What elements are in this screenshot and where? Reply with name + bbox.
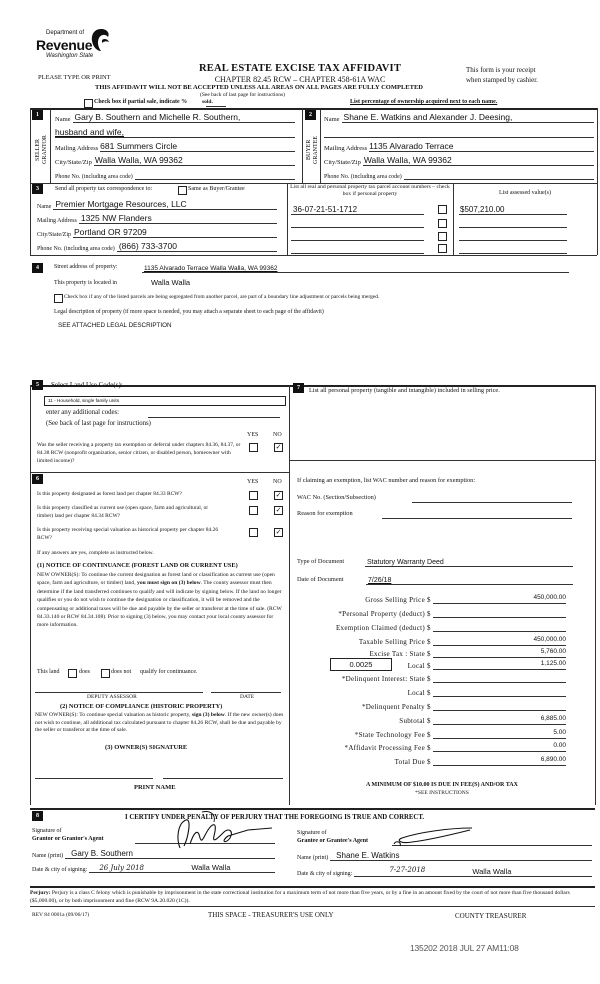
grantor-name-label: Name (print) [32,853,64,859]
buyer-address-label: Mailing Address [324,145,368,152]
doc-date-value: 7/26/18 [368,577,392,584]
notice-compliance-title: (2) NOTICE OF COMPLIANCE (HISTORIC PROPERTY) [60,703,223,710]
grantee-city-value: Walla Walla [472,867,512,876]
buyer-city-label: City/State/Zip [324,159,361,166]
notice-continuance-title: (1) NOTICE OF CONTINUANCE (FOREST LAND OR CURRENT USE) [37,562,238,569]
buyer-phone-label: Phone No. (including area code) [324,174,402,180]
left-border [30,108,31,255]
personal-property-deduct-value [433,608,566,618]
taxable-selling-price-value: 450,000.00 [433,636,566,646]
state-technology-fee-label: *State Technology Fee [354,731,425,739]
tax-phone-value: (866) 733-3700 [118,241,177,251]
form-subtitle: CHAPTER 82.45 RCW – CHAPTER 458-61A WAC [214,75,386,84]
personal-property-checkbox-1[interactable] [438,205,447,214]
current-use-yes-checkbox[interactable] [249,506,258,515]
personal-property-label: List all personal property (tangible and intangible) included in selling price. [309,387,500,394]
tax-name-label: Name [37,204,52,210]
assessed-value-1: $507,210.00 [460,205,505,214]
print-name-label: PRINT NAME [134,784,176,791]
local-rate-value: 0.0025 [349,660,373,669]
grantor-date-value: 26 July 2018 [99,864,145,872]
exemption-claim-label: If claiming an exemption, list WAC number and reason for exemption: [297,477,476,484]
personal-property-deduct-label: *Personal Property (deduct) [338,610,425,618]
exemption-yes-checkbox[interactable] [249,443,258,452]
state-technology-fee-value: 5.00 [433,729,566,739]
buyer-grantee-label [306,130,320,170]
personal-property-deduct-row[interactable] [298,608,566,618]
delinquent-interest-local-value [433,687,566,697]
dollar-sign: $ [427,717,431,725]
grantee-name-label: Name (print) [297,855,329,861]
grantor-signature-label-1: Signature of [32,828,62,834]
grantee-name-value: Shane E. Watkins [336,851,400,860]
ownership-note: List percentage of ownership acquired next to each name. [350,99,498,105]
minimum-due-note: A MINIMUM OF $10.00 IS DUE IN FEE(S) AND/OR TAX [366,782,518,788]
section-8-top-border [30,808,595,810]
treasurer-use-only: THIS SPACE - TREASURER'S USE ONLY [208,911,334,919]
notice-compliance-text-b: . If the new owner(s) does not wish to continue, all additional tax calculated pursuant to chapter 84.26 RCW, shall be due and payable by the seller or transferor at the time of sale. [35,712,284,734]
current-use-question: Is this property classified as current use (open space, farm and agricultural, or timber) land per chapter 84.34 RCW? [37,505,209,519]
dollar-sign: $ [427,758,431,766]
does-not-label: does not [111,669,132,675]
notice-continuance-body [37,571,282,630]
tax-address-value: 1325 NW Flanders [80,213,152,223]
buyer-city-field[interactable] [324,155,594,166]
partial-sale-suffix: sold. [202,99,213,105]
taxable-selling-price-row[interactable] [298,636,566,646]
seller-phone-label: Phone No. (including area code) [55,174,133,180]
receipt-note-2: when stamped by cashier. [466,76,538,84]
land-use-value: 11 - Household, single family units [48,398,120,403]
located-in-label: This property is located in [54,280,117,286]
dollar-sign: $ [427,731,431,739]
perjury-text: Perjury is a class C felony which is punishable by imprisonment in the state correctional institution for a maximum term of not more than five years, or by a fine in an amount fixed by the court of not more than five thousand dollars ($5,000.00), or by both imprisonment and fine (RCW 9A.20.020 (1C)). [30,890,570,904]
tax-phone-label: Phone No. (including area code) [37,246,115,252]
section-3-badge: 3 [32,184,43,194]
notice-compliance-bold: sign (3) below [191,712,225,718]
section-6-badge: 6 [32,474,43,484]
section-5-badge: 5 [32,380,43,390]
total-due-label: Total Due [394,758,425,766]
affidavit-processing-fee-label: *Affidavit Processing Fee [344,744,425,752]
wac-label: WAC No. (Section/Subsection) [297,494,376,501]
notice-compliance-body [35,712,285,735]
land-use-label: Select Land Use Code(s): [51,381,123,389]
seller-city-label: City/State/Zip [55,159,92,166]
doc-type-label: Type of Document [297,558,345,565]
grantor-date-city-field[interactable] [32,862,275,873]
wac-field[interactable] [412,502,572,503]
subtotal-row[interactable] [298,715,566,725]
lower-right-border [595,385,596,805]
lower-middle-divider [289,385,290,805]
section-3-divider-1 [287,183,288,255]
date-label: DATE [240,694,255,700]
form-number: REV 84 0001a (09/06/17) [32,912,90,918]
taxable-selling-price-label: Taxable Selling Price [358,638,425,646]
exemption-claimed-row[interactable] [298,622,566,632]
tax-city-label: City/State/Zip [37,232,71,238]
tax-correspondence-city-field[interactable] [37,227,277,238]
logo-line-1: Department of [46,30,85,36]
please-type-print: PLEASE TYPE OR PRINT [38,74,111,81]
certify-statement: I CERTIFY UNDER PENALTY OF PERJURY THAT THE FOREGOING IS TRUE AND CORRECT. [125,814,425,821]
county-treasurer: COUNTY TREASURER [455,912,527,920]
assessor-date-line[interactable] [211,692,281,693]
forest-land-no-checkbox[interactable]: ✓ [275,491,282,499]
footer-top-border [30,886,595,888]
dollar-sign: $ [427,744,431,752]
grantee-name-field[interactable] [297,850,592,861]
total-due-value: 6,890.00 [433,756,566,766]
logo-line-3: Washington State [46,53,94,59]
land-use-select[interactable] [44,396,286,406]
section-3-bottom-border [30,255,597,256]
grantee-date-label: Date & city of signing: [297,871,353,877]
seller-phone-field[interactable] [55,169,295,180]
subtotal-value: 6,885.00 [433,715,566,725]
form-title: REAL ESTATE EXCISE TAX AFFIDAVIT [198,63,402,74]
section-1-2-divider [302,108,303,183]
no-header-5: NO [273,432,282,438]
section-1-side-divider [50,110,51,183]
owner-signature-line[interactable] [35,778,153,779]
tax-correspondence-phone-field[interactable] [37,241,277,252]
current-use-no-checkbox[interactable]: ✓ [275,506,282,514]
owner-print-name-line[interactable] [163,778,283,779]
notice-continuance-text-b: . The county assessor must then determine if the land transferred continues to qualify and will indicate by signing below. If the land no longer qualifies or you do not wish to continue the designation or classification, it will be removed and the compensating or additional taxes will be due and payable by the seller or transferor at the time of sale. (RCW 84.33.140 or RCW 84.34.108). Prior to signing (3) below, you may contact your local county assessor for more information. [37,580,282,629]
legal-description-label: Legal description of property (if more space is needed, you may attach a separate sheet to each page of the affidavit) [54,309,324,315]
dollar-sign: $ [427,610,431,618]
grantee-signature-scribble [380,822,480,850]
historical-question: Is this property receiving special valuation as historical property per chapter 84.26 RCW? [37,527,219,541]
tax-name-value: Premier Mortgage Resources, LLC [55,199,187,209]
personal-property-checkbox-3[interactable] [438,232,447,241]
exemption-no-checkbox[interactable]: ✓ [275,443,282,451]
historical-no-checkbox[interactable]: ✓ [275,528,282,536]
notice-continuance-text-a: NEW OWNER(S): To continue the current designation as forest land or classification as current use (open space, farm and agriculture, or timber) land, [37,572,275,587]
qualify-label: qualify for continuance. [140,669,198,675]
dollar-sign: $ [427,703,431,711]
delinquent-interest-local-label: Local [407,689,425,697]
seller-name-field[interactable] [55,112,295,123]
additional-codes-label: enter any additional codes: [46,409,120,416]
parcel-number-field-1[interactable] [291,204,424,215]
deputy-assessor-label: DEPUTY ASSESSOR [87,694,137,700]
does-label: does [79,669,90,675]
land-does-not-checkbox[interactable] [101,669,110,678]
grantor-city-value: Walla Walla [191,863,231,872]
total-due-row[interactable] [298,756,566,766]
grantee-label: GRANTEE [313,136,319,164]
deputy-assessor-signature-line[interactable] [35,692,203,693]
partial-sale-checkbox[interactable] [84,99,93,108]
segregated-parcels-checkbox[interactable] [54,294,63,303]
seller-city-value: Walla Walla, WA 99362 [94,155,183,165]
doc-date-field[interactable] [366,574,573,585]
delinquent-penalty-label: *Delinquent Penalty [361,703,425,711]
segregated-parcels-label: Check box if any of the listed parcels are being segregated from another parcel, are part of a boundary line adjustment or parcels being merged. [64,294,380,300]
street-address-value: 1135 Alvarado Terrace Walla Walla, WA 99362 [144,265,278,272]
grantor-name-value: Gary B. Southern [71,849,133,858]
lower-left-border [30,385,31,805]
grantor-name-field[interactable] [32,848,275,859]
excise-tax-state-value: 5,760.00 [433,648,566,658]
state-technology-fee-row[interactable] [298,729,566,739]
delinquent-penalty-value [433,701,566,711]
see-instructions-note: *SEE INSTRUCTIONS [415,790,469,796]
buyer-name-value: Shane E. Watkins and Alexander J. Deesing, [343,112,513,122]
perjury-underline [30,906,595,907]
gross-selling-price-label: Gross Selling Price [365,596,425,604]
reason-field[interactable] [382,518,572,519]
buyer-phone-field[interactable] [324,169,594,180]
section-4-badge: 4 [32,263,43,273]
dollar-sign: $ [427,675,431,683]
assessed-value-field-4[interactable] [459,243,567,254]
legal-description-value[interactable]: SEE ATTACHED LEGAL DESCRIPTION [58,322,172,329]
historical-yes-checkbox[interactable] [249,528,258,537]
section-6-top-border [30,472,289,473]
see-back-instructions: (See back of last page for instructions) [200,92,285,98]
dor-logo [36,28,106,68]
assessed-value-field-1[interactable] [459,204,567,215]
assessed-value-field-3[interactable] [459,230,567,241]
excise-tax-local-row[interactable] [298,660,566,670]
acceptance-warning: THIS AFFIDAVIT WILL NOT BE ACCEPTED UNLESS ALL AREAS ON ALL PAGES ARE FULLY COMPLETED [95,84,423,91]
grantor-label: GRANTOR [42,135,48,165]
buyer-name-label: Name [324,116,340,123]
send-correspondence-label: Send all property tax correspondence to: [55,186,153,192]
exemption-claimed-value [433,622,566,632]
buyer-name-field[interactable] [324,112,594,123]
seller-name-value-2: husband and wife, [55,127,124,137]
if-yes-note: If any answers are yes, complete as instructed below. [37,550,154,556]
buyer-city-value: Walla Walla, WA 99362 [363,155,452,165]
parcel-number-1: 36-07-21-51-1712 [293,205,358,214]
section-2-badge: 2 [305,110,316,120]
forest-land-question: Is this property designated as forest land per chapter 84.33 RCW? [37,491,182,497]
dollar-sign: $ [427,662,431,670]
seller-label: SELLER [35,139,41,161]
seller-grantor-label [35,130,49,170]
affidavit-processing-fee-value: 0.00 [433,742,566,752]
parcel-number-field-2[interactable] [291,217,424,228]
grantor-date-label: Date & city of signing: [32,867,88,873]
exemption-question: Was the seller receiving a property tax exemption or deferral under chapters 84.36, 84.37, or 84.38 RCW (nonprofit organization, senior citizen, or disabled person, homeowner with limited income)? [37,442,241,464]
treasurer-stamp: 135202 2018 JUL 27 AM11:08 [410,943,519,953]
same-as-buyer-checkbox[interactable] [178,186,187,195]
parcel-number-field-3[interactable] [291,230,424,241]
assessed-value-field-2[interactable] [459,217,567,228]
section-2-side-divider [320,110,321,183]
exemption-claimed-label: Exemption Claimed (deduct) [335,624,425,632]
seller-name-label: Name [55,116,71,123]
notice-continuance-bold: you must sign on (3) below [137,580,201,587]
seller-address-value: 681 Summers Circle [100,141,178,151]
delinquent-interest-state-label: *Delinquent Interest: State [341,675,425,683]
partial-sale-label: Check box if partial sale, indicate % [94,99,188,105]
personal-property-checkbox-4[interactable] [438,244,447,253]
right-border [597,108,598,255]
dollar-sign: $ [427,689,431,697]
tax-city-value: Portland OR 97209 [74,227,147,237]
parcel-number-field-4[interactable] [291,243,424,254]
section-7-badge: 7 [293,383,304,393]
notice-compliance-text-a: NEW OWNER(S): To continue special valuation as historic property, [35,712,191,718]
perjury-label: Perjury: [30,890,51,896]
street-address-label: Street address of property: [54,264,118,270]
dollar-sign: $ [427,638,431,646]
section-3-divider-2 [453,183,454,255]
dollar-sign: $ [427,624,431,632]
doc-type-value: Statutory Warranty Deed [367,559,444,566]
partial-sale-percent-field[interactable] [206,106,226,107]
delinquent-interest-local-row[interactable] [298,687,566,697]
excise-tax-state-row[interactable] [298,648,566,658]
seller-city-field[interactable] [55,155,295,166]
excise-tax-local-label: Local [407,662,425,670]
personal-property-checkbox-2[interactable] [438,219,447,228]
seller-name-line-2[interactable] [55,127,295,138]
grantee-date-value: 7-27-2018 [389,866,426,874]
seller-address-field[interactable] [55,141,295,152]
land-does-checkbox[interactable] [68,669,77,678]
buyer-address-field[interactable] [324,141,594,152]
yes-header-5: YES [247,432,259,438]
seller-name-value: Gary B. Southern and Michelle R. Southern, [74,112,241,122]
buyer-name-line-2[interactable] [324,127,594,138]
logo-line-2: Revenue [36,37,93,53]
no-header-6: NO [273,479,282,485]
perjury-notice [30,889,595,905]
excise-tax-local-value: 1,125.00 [433,660,566,670]
located-in-value[interactable]: Walla Walla [151,278,191,287]
grantee-date-city-field[interactable] [297,866,592,877]
receipt-note-1: This form is your receipt [466,66,536,74]
street-address-field[interactable] [142,262,569,273]
affidavit-processing-fee-row[interactable] [298,742,566,752]
dollar-sign: $ [427,650,431,658]
buyer-address-value: 1135 Alvarado Terrace [369,141,454,151]
dor-logo-icon [90,28,112,52]
owner-signature-title: (3) OWNER(S) SIGNATURE [105,744,188,751]
additional-codes-field[interactable] [148,417,280,418]
parcels-header: List all real and personal property tax parcel account numbers – check box if personal property [290,184,450,197]
tax-correspondence-name-field[interactable] [37,199,277,210]
grantee-signature-label-1: Signature of [297,830,327,836]
gross-selling-price-row[interactable] [298,594,566,604]
personal-property-field[interactable] [300,410,585,455]
section-1-badge: 1 [32,110,43,120]
excise-tax-state-label: Excise Tax : State [369,650,425,658]
yes-header-6: YES [247,479,259,485]
dollar-sign: $ [427,596,431,604]
see-back-land-use: (See back of last page for instructions) [46,420,151,427]
section-7-split [289,460,595,461]
grantee-signature-label-2: Grantee or Grantee's Agent [297,838,369,844]
assessed-header: List assessed value(s) [499,190,551,196]
tax-correspondence-address-field[interactable] [37,213,277,224]
grantor-signature-label-2: Grantor or Grantor's Agent [32,836,104,842]
same-as-buyer-label: Same as Buyer/Grantee [188,186,245,192]
delinquent-interest-state-row[interactable] [298,673,566,683]
subtotal-label: Subtotal [399,717,425,725]
tax-address-label: Mailing Address [37,218,77,224]
reason-label: Reason for exemption [297,510,353,517]
seller-address-label: Mailing Address [55,145,99,152]
section-8-badge: 8 [32,811,43,821]
buyer-label: BUYER [306,139,312,161]
this-land-label: This land [37,669,60,675]
doc-date-label: Date of Document [297,576,344,583]
delinquent-penalty-row[interactable] [298,701,566,711]
forest-land-yes-checkbox[interactable] [249,491,258,500]
gross-selling-price-value: 450,000.00 [433,594,566,604]
doc-type-field[interactable] [365,556,573,567]
delinquent-interest-state-value [433,673,566,683]
